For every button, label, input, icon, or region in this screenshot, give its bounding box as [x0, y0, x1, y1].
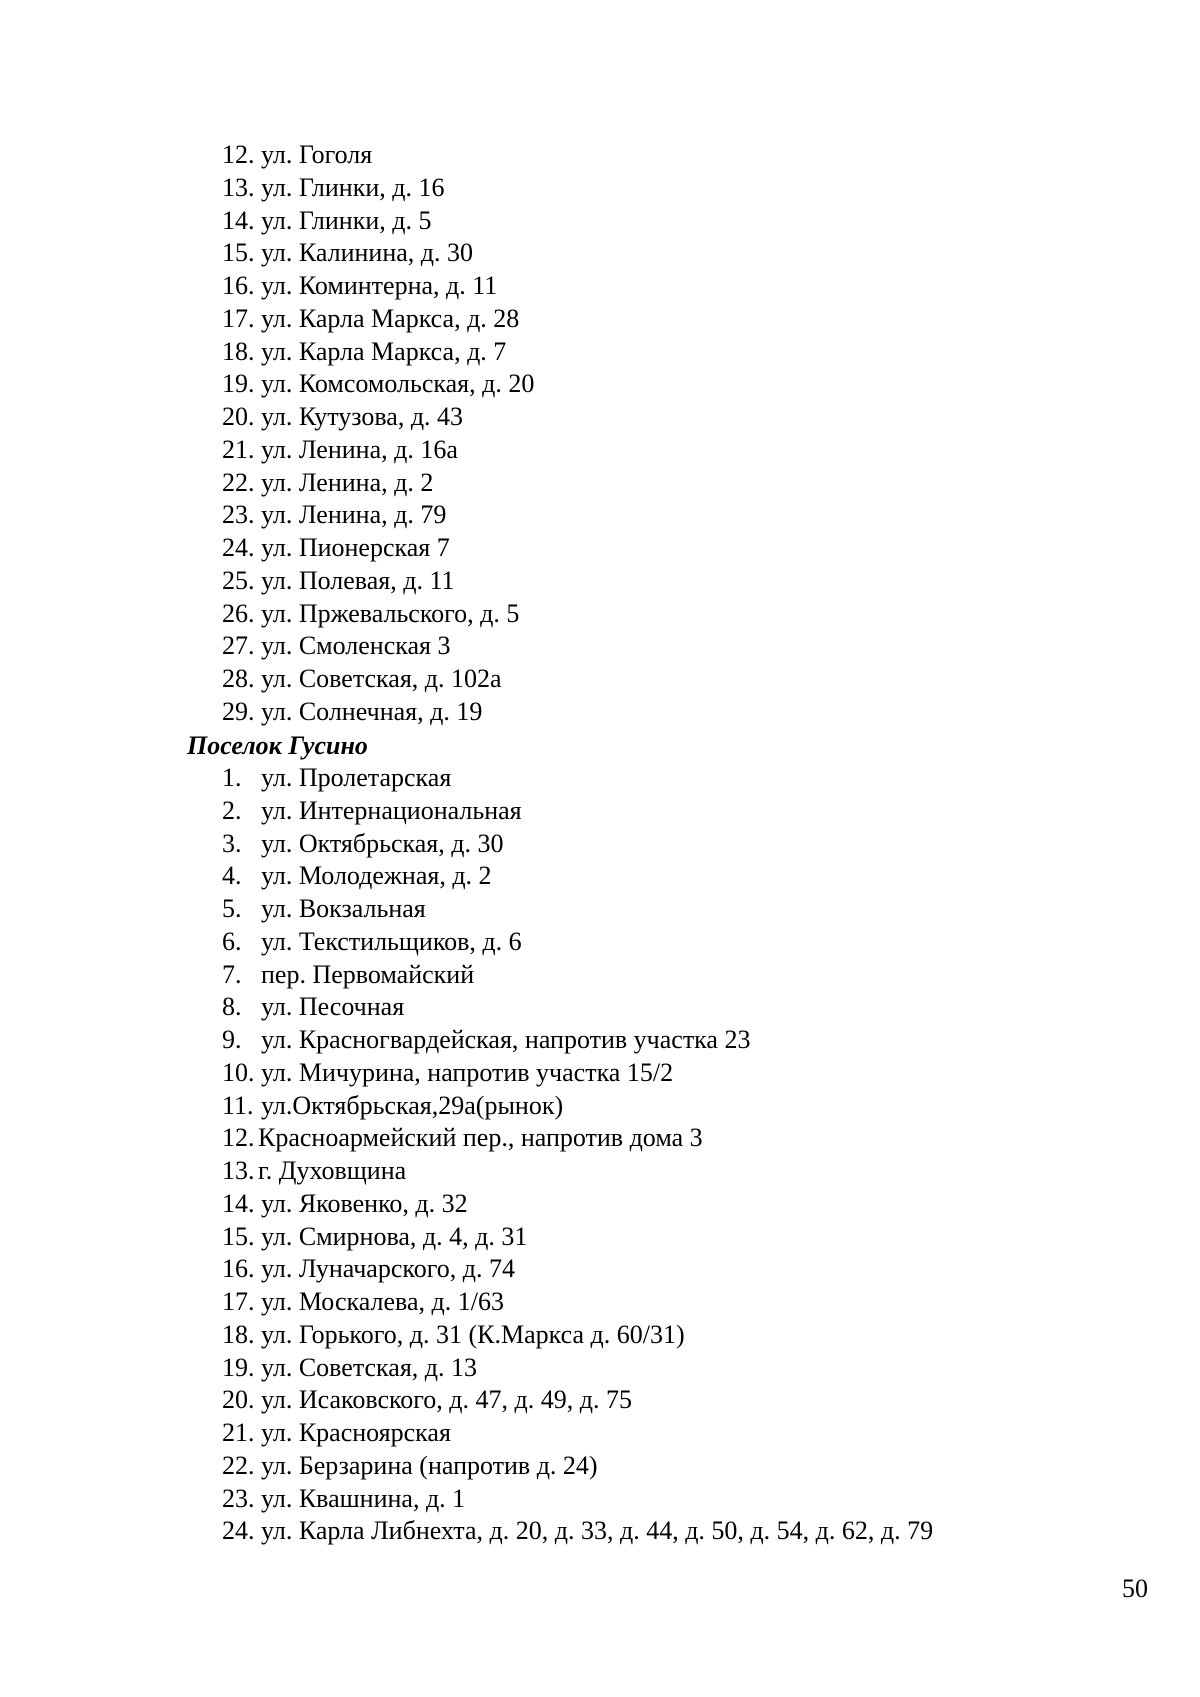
item-number: 17.	[222, 303, 255, 333]
item-number: 19.	[222, 1352, 255, 1382]
item-number: 5.	[222, 894, 242, 923]
item-text: ул. Смоленская 3	[261, 631, 451, 661]
item-text: ул. Карла Либнехта, д. 20, д. 33, д. 44, д. 50, д. 54, д. 62, д. 79	[261, 1516, 934, 1546]
item-text: ул. Калинина, д. 30	[261, 238, 473, 268]
section-title: Поселок Гусино	[187, 731, 368, 760]
item-text: ул.Октябрьская,29а(рынок)	[261, 1090, 564, 1120]
item-text: ул. Берзарина (напротив д. 24)	[261, 1450, 598, 1480]
item-text: ул. Смирнова, д. 4, д. 31	[261, 1221, 528, 1251]
item-number: 24.	[222, 533, 255, 562]
item-text: Красноармейский пер., напротив дома 3	[258, 1123, 703, 1153]
item-text: ул. Пролетарская	[261, 763, 452, 792]
item-number: 22.	[222, 467, 255, 497]
item-text: ул. Вокзальная	[261, 894, 426, 923]
item-text: ул. Интернациональная	[261, 795, 522, 825]
item-text: ул. Москалева, д. 1/63	[261, 1287, 504, 1316]
item-number: 12.	[222, 1123, 255, 1153]
item-number: 9.	[222, 1025, 242, 1054]
item-number: 28.	[222, 664, 255, 693]
item-number: 23.	[222, 500, 255, 530]
item-number: 16.	[222, 271, 255, 300]
item-number: 7.	[222, 959, 242, 989]
item-text: ул. Пионерская 7	[261, 533, 450, 562]
item-text: ул. Квашнина, д. 1	[261, 1483, 466, 1513]
item-number: 20.	[222, 402, 255, 431]
item-number: 18.	[222, 1319, 255, 1349]
item-number: 14.	[222, 1188, 255, 1218]
item-text: ул. Исаковского, д. 47, д. 49, д. 75	[261, 1385, 632, 1415]
item-number: 13.	[222, 172, 255, 202]
item-number: 12.	[222, 140, 255, 169]
item-text: ул. Глинки, д. 16	[261, 172, 445, 202]
item-text: ул. Красноярская	[261, 1418, 451, 1447]
item-number: 16.	[222, 1254, 255, 1284]
item-text: ул. Глинки, д. 5	[261, 205, 432, 235]
item-number: 23.	[222, 1483, 255, 1513]
item-number: 15.	[222, 238, 255, 268]
item-number: 27.	[222, 631, 255, 661]
item-text: ул. Луначарского, д. 74	[261, 1254, 515, 1284]
item-text: ул. Кутузова, д. 43	[261, 402, 464, 431]
item-text: ул. Советская, д. 102а	[261, 664, 502, 693]
item-text: ул. Ленина, д. 16а	[261, 434, 458, 464]
item-number: 8.	[222, 992, 242, 1022]
item-number: 4.	[222, 861, 242, 891]
item-number: 3.	[222, 828, 242, 858]
item-text: ул. Яковенко, д. 32	[261, 1188, 468, 1218]
item-text: ул. Текстильщиков, д. 6	[261, 926, 522, 956]
item-text: ул. Песочная	[261, 992, 405, 1022]
item-number: 26.	[222, 598, 255, 628]
item-number: 14.	[222, 205, 255, 235]
item-text: ул. Солнечная, д. 19	[261, 696, 483, 726]
item-text: ул. Ленина, д. 2	[261, 467, 434, 497]
item-text: ул. Карла Маркса, д. 28	[261, 303, 520, 333]
item-number: 18.	[222, 336, 255, 366]
item-text: ул. Ленина, д. 79	[261, 500, 447, 530]
item-number: 15.	[222, 1221, 255, 1251]
item-text: ул. Пржевальского, д. 5	[261, 598, 520, 628]
item-number: 6.	[222, 926, 242, 956]
item-text: ул. Октябрьская, д. 30	[261, 828, 504, 858]
item-number: 21.	[222, 1418, 255, 1447]
item-number: 17.	[222, 1287, 255, 1316]
item-number: 21.	[222, 434, 255, 464]
item-text: ул. Молодежная, д. 2	[261, 861, 492, 891]
item-text: ул. Коминтерна, д. 11	[261, 271, 498, 300]
item-text: ул. Горького, д. 31 (К.Маркса д. 60/31)	[261, 1319, 685, 1349]
item-text: ул. Советская, д. 13	[261, 1352, 478, 1382]
item-number: 22.	[222, 1450, 255, 1480]
item-number: 20.	[222, 1385, 255, 1415]
item-text: ул. Гоголя	[261, 140, 373, 169]
item-number: 2.	[222, 795, 242, 825]
item-number: 29.	[222, 696, 255, 726]
item-text: пер. Первомайский	[261, 959, 475, 989]
item-text: ул. Красногвардейская, напротив участка 23	[261, 1025, 751, 1054]
item-number: 10.	[222, 1057, 255, 1087]
item-number: 25.	[222, 565, 255, 595]
item-number: 19.	[222, 369, 255, 399]
item-number: 1.	[222, 763, 242, 792]
item-text: г. Духовщина	[258, 1156, 407, 1185]
item-text: ул. Карла Маркса, д. 7	[261, 336, 507, 366]
item-number: 11.	[222, 1090, 254, 1120]
item-text: ул. Комсомольская, д. 20	[261, 369, 535, 399]
item-text: ул. Мичурина, напротив участка 15/2	[261, 1057, 674, 1087]
item-number: 13.	[222, 1156, 255, 1185]
item-text: ул. Полевая, д. 11	[261, 565, 455, 595]
page-number: 50	[1122, 1574, 1148, 1603]
item-number: 24.	[222, 1516, 255, 1546]
